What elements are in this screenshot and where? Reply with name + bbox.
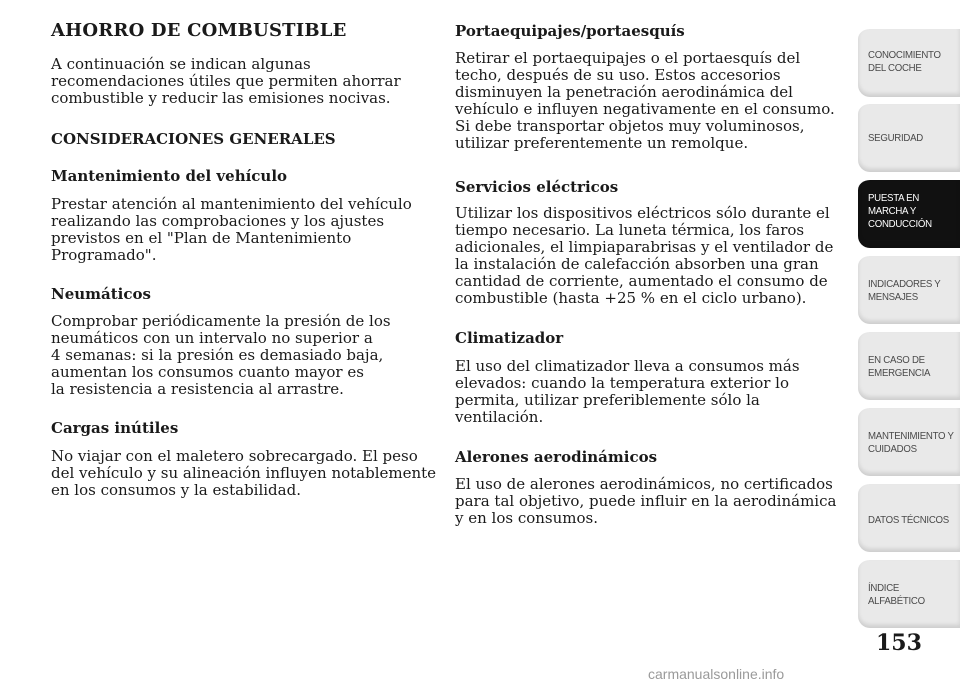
text-line: disminuyen la penetración aerodinámica del [455,83,793,101]
text-line: previstos en el "Plan de Mantenimiento [51,229,352,247]
section-title: AHORRO DE COMBUSTIBLE [51,20,347,41]
tab-en-caso-de-emergencia[interactable] [858,330,960,400]
heading-neumaticos: Neumáticos [51,285,151,303]
tab-label: DATOS TÉCNICOS [868,514,949,526]
heading-climatizador: Climatizador [455,329,564,347]
tab-conocimiento-del-coche[interactable] [858,27,960,97]
text-line: Comprobar periódicamente la presión de los [51,312,391,330]
text-line: aumentan los consumos cuanto mayor es [51,363,364,381]
heading-portaequipajes: Portaequipajes/portaesquís [455,22,685,40]
text-line: cantidad de corriente, aumentado el consumo de [455,272,828,290]
tab-mantenimiento-y-cuidados[interactable] [858,406,960,476]
text-line: utilizar preferentemente un remolque. [455,134,749,152]
paragraph-climatizador [455,358,800,426]
tab-label: PUESTA EN MARCHA Y CONDUCCIÓN [868,192,932,230]
tab-label: INDICADORES Y MENSAJES [868,278,941,303]
text-line: Si debe transportar objetos muy voluminosos, [455,117,805,135]
text-line: permita, utilizar preferiblemente sólo la [455,391,760,409]
heading-servicios-electricos: Servicios eléctricos [455,178,619,196]
tab-label: EN CASO DE EMERGENCIA [868,354,931,379]
text-line: No viajar con el maletero sobrecargado. El peso [51,447,418,465]
paragraph-neumaticos [51,313,391,398]
text-line: 4 semanas: si la presión es demasiado baja, [51,346,384,364]
text-line: combustible (hasta +25 % en el ciclo urbano). [455,289,807,307]
text-line: tiempo necesario. La luneta térmica, los faros [455,221,805,239]
text-line: en los consumos y la estabilidad. [51,481,301,499]
text-line: combustible y reducir las emisiones nocivas. [51,89,391,107]
text-line: la resistencia a resistencia al arrastre. [51,380,344,398]
tab-datos-tecnicos[interactable] [858,482,960,552]
text-line: Prestar atención al mantenimiento del vehículo [51,195,412,213]
text-line: del vehículo y su alineación influyen notablemente [51,464,437,482]
paragraph-portaequipajes [455,50,835,152]
text-line: adicionales, el limpiaparabrisas y el ventilador de [455,238,834,256]
watermark: carmanualsonline.info [648,666,785,682]
tab-label: MANTENIMIENTO Y CUIDADOS [868,430,954,455]
heading-cargas: Cargas inútiles [51,419,179,437]
paragraph-mantenimiento [51,196,412,264]
paragraph-servicios-electricos [455,205,833,307]
tab-puesta-en-marcha[interactable] [858,178,960,248]
tab-seguridad[interactable] [858,102,960,172]
heading-alerones: Alerones aerodinámicos [455,448,658,466]
intro-paragraph [51,56,401,107]
paragraph-alerones [455,476,836,527]
heading-mantenimiento: Mantenimiento del vehículo [51,167,288,185]
text-line: A continuación se indican algunas [51,55,311,73]
tab-indicadores-y-mensajes[interactable] [858,254,960,324]
text-line: Retirar el portaequipajes o el portaesquís del [455,49,801,67]
paragraph-cargas [51,448,436,499]
text-line: Utilizar los dispositivos eléctricos sólo durante el [455,204,830,222]
text-line: elevados: cuando la temperatura exterior lo [455,374,789,392]
text-line: neumáticos con un intervalo no superior a [51,329,373,347]
tab-label: CONOCIMIENTO DEL COCHE [868,49,941,74]
text-line: para tal objetivo, puede influir en la aerodinámica [455,492,837,510]
text-line: realizando las comprobaciones y los ajustes [51,212,385,230]
tab-indice-alfabetico[interactable] [858,558,960,628]
text-line: techo, después de su uso. Estos accesorios [455,66,781,84]
text-line: Programado". [51,246,157,264]
text-line: ventilación. [455,408,544,426]
text-line: la instalación de calefacción absorben una gran [455,255,819,273]
text-line: y en los consumos. [455,509,599,527]
page-number: 153 [876,630,922,656]
text-line: vehículo e influyen negativamente en el consumo. [455,100,835,118]
tab-label: SEGURIDAD [868,132,923,144]
tab-label: ÍNDICE ALFABÉTICO [868,582,925,607]
general-heading: CONSIDERACIONES GENERALES [51,130,336,148]
text-line: El uso del climatizador lleva a consumos más [455,357,800,375]
text-line: recomendaciones útiles que permiten ahorrar [51,72,401,90]
text-line: El uso de alerones aerodinámicos, no certificados [455,475,833,493]
